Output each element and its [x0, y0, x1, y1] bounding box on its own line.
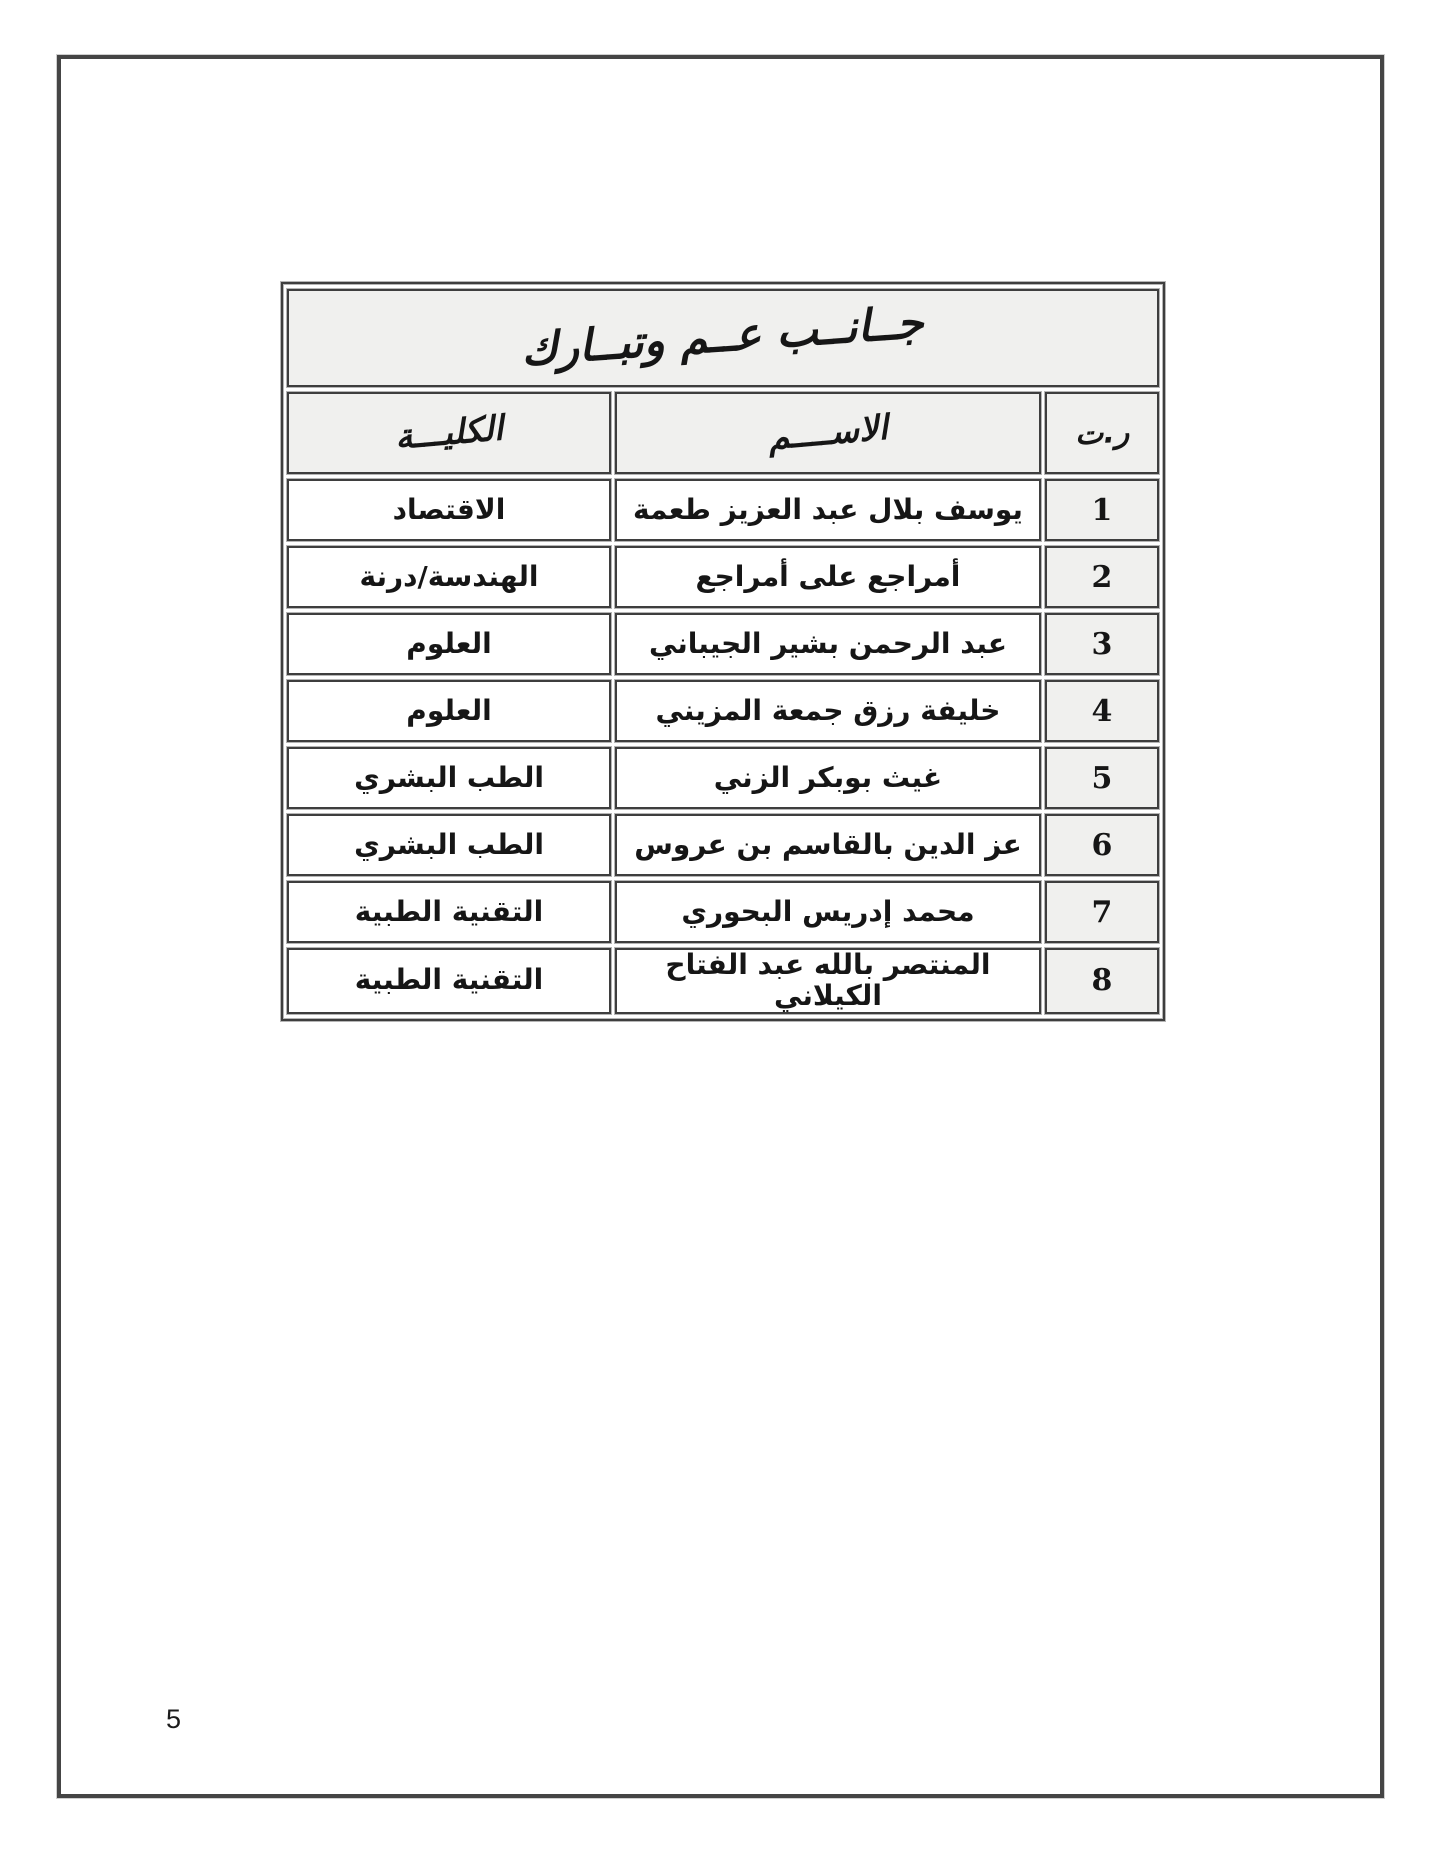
header-cell-index: [1045, 392, 1159, 474]
college-name: العلوم: [406, 693, 492, 727]
serial-cell: [1045, 881, 1159, 943]
serial-number: 4: [1091, 693, 1113, 729]
name-cell: [615, 948, 1041, 1014]
serial-number: 5: [1091, 760, 1113, 796]
serial-number: 7: [1091, 894, 1113, 930]
table-row: [287, 546, 1159, 608]
students-table: [281, 282, 1165, 1021]
table-row: [287, 881, 1159, 943]
student-name: خليفة رزق جمعة المزيني: [655, 693, 1001, 727]
name-cell: [615, 613, 1041, 675]
name-cell: [615, 881, 1041, 943]
student-name: المنتصر بالله عبد الفتاح الكيلاني: [665, 948, 991, 1012]
student-name: محمد إدريس البحوري: [681, 894, 975, 928]
college-cell: [287, 814, 611, 876]
header-cell-college: [287, 392, 611, 474]
college-cell: [287, 479, 611, 541]
student-name: يوسف بلال عبد العزيز طعمة: [632, 492, 1023, 526]
serial-cell: [1045, 613, 1159, 675]
column-header-college: الكليـــة: [393, 408, 505, 458]
serial-number: 3: [1091, 626, 1113, 662]
name-cell: [615, 479, 1041, 541]
college-name: الطب البشري: [354, 760, 544, 794]
serial-cell: [1045, 479, 1159, 541]
college-cell: [287, 680, 611, 742]
serial-cell: [1045, 546, 1159, 608]
college-cell: [287, 948, 611, 1014]
college-name: العلوم: [406, 626, 492, 660]
serial-number: 8: [1091, 963, 1113, 999]
table-body: [287, 289, 1159, 1014]
serial-cell: [1045, 948, 1159, 1014]
page-number: 5: [166, 1704, 182, 1734]
title-banner-cell: [287, 289, 1159, 387]
student-name: أمراجع على أمراجع: [695, 559, 961, 593]
table-row: [287, 680, 1159, 742]
college-name: الطب البشري: [354, 827, 544, 861]
college-cell: [287, 546, 611, 608]
column-header-serial: ر.ت: [1073, 414, 1130, 452]
college-name: التقنية الطبية: [354, 894, 544, 928]
college-cell: [287, 613, 611, 675]
student-name: عز الدين بالقاسم بن عروس: [634, 827, 1022, 861]
serial-cell: [1045, 814, 1159, 876]
serial-cell: [1045, 747, 1159, 809]
college-cell: [287, 747, 611, 809]
name-cell: [615, 546, 1041, 608]
serial-number: 2: [1091, 559, 1113, 595]
college-name: الهندسة/درنة: [359, 559, 539, 593]
name-cell: [615, 680, 1041, 742]
serial-number: 6: [1091, 827, 1113, 863]
calligraphic-title: جــانــب عــم وتبــارك: [520, 296, 926, 376]
college-cell: [287, 881, 611, 943]
column-header-name: الاســــم: [766, 407, 890, 459]
student-name: غيث بوبكر الزني: [713, 760, 943, 794]
table-title-row: [287, 289, 1159, 387]
table-header-row: [287, 392, 1159, 474]
table-row: [287, 747, 1159, 809]
serial-cell: [1045, 680, 1159, 742]
table-row: [287, 814, 1159, 876]
student-name: عبد الرحمن بشير الجيباني: [648, 626, 1007, 660]
college-name: الاقتصاد: [392, 492, 506, 526]
college-name: التقنية الطبية: [354, 963, 544, 997]
table-row: [287, 613, 1159, 675]
table-row: [287, 948, 1159, 1014]
table-row: [287, 479, 1159, 541]
header-cell-name: [615, 392, 1041, 474]
name-cell: [615, 814, 1041, 876]
name-cell: [615, 747, 1041, 809]
serial-number: 1: [1091, 492, 1113, 528]
